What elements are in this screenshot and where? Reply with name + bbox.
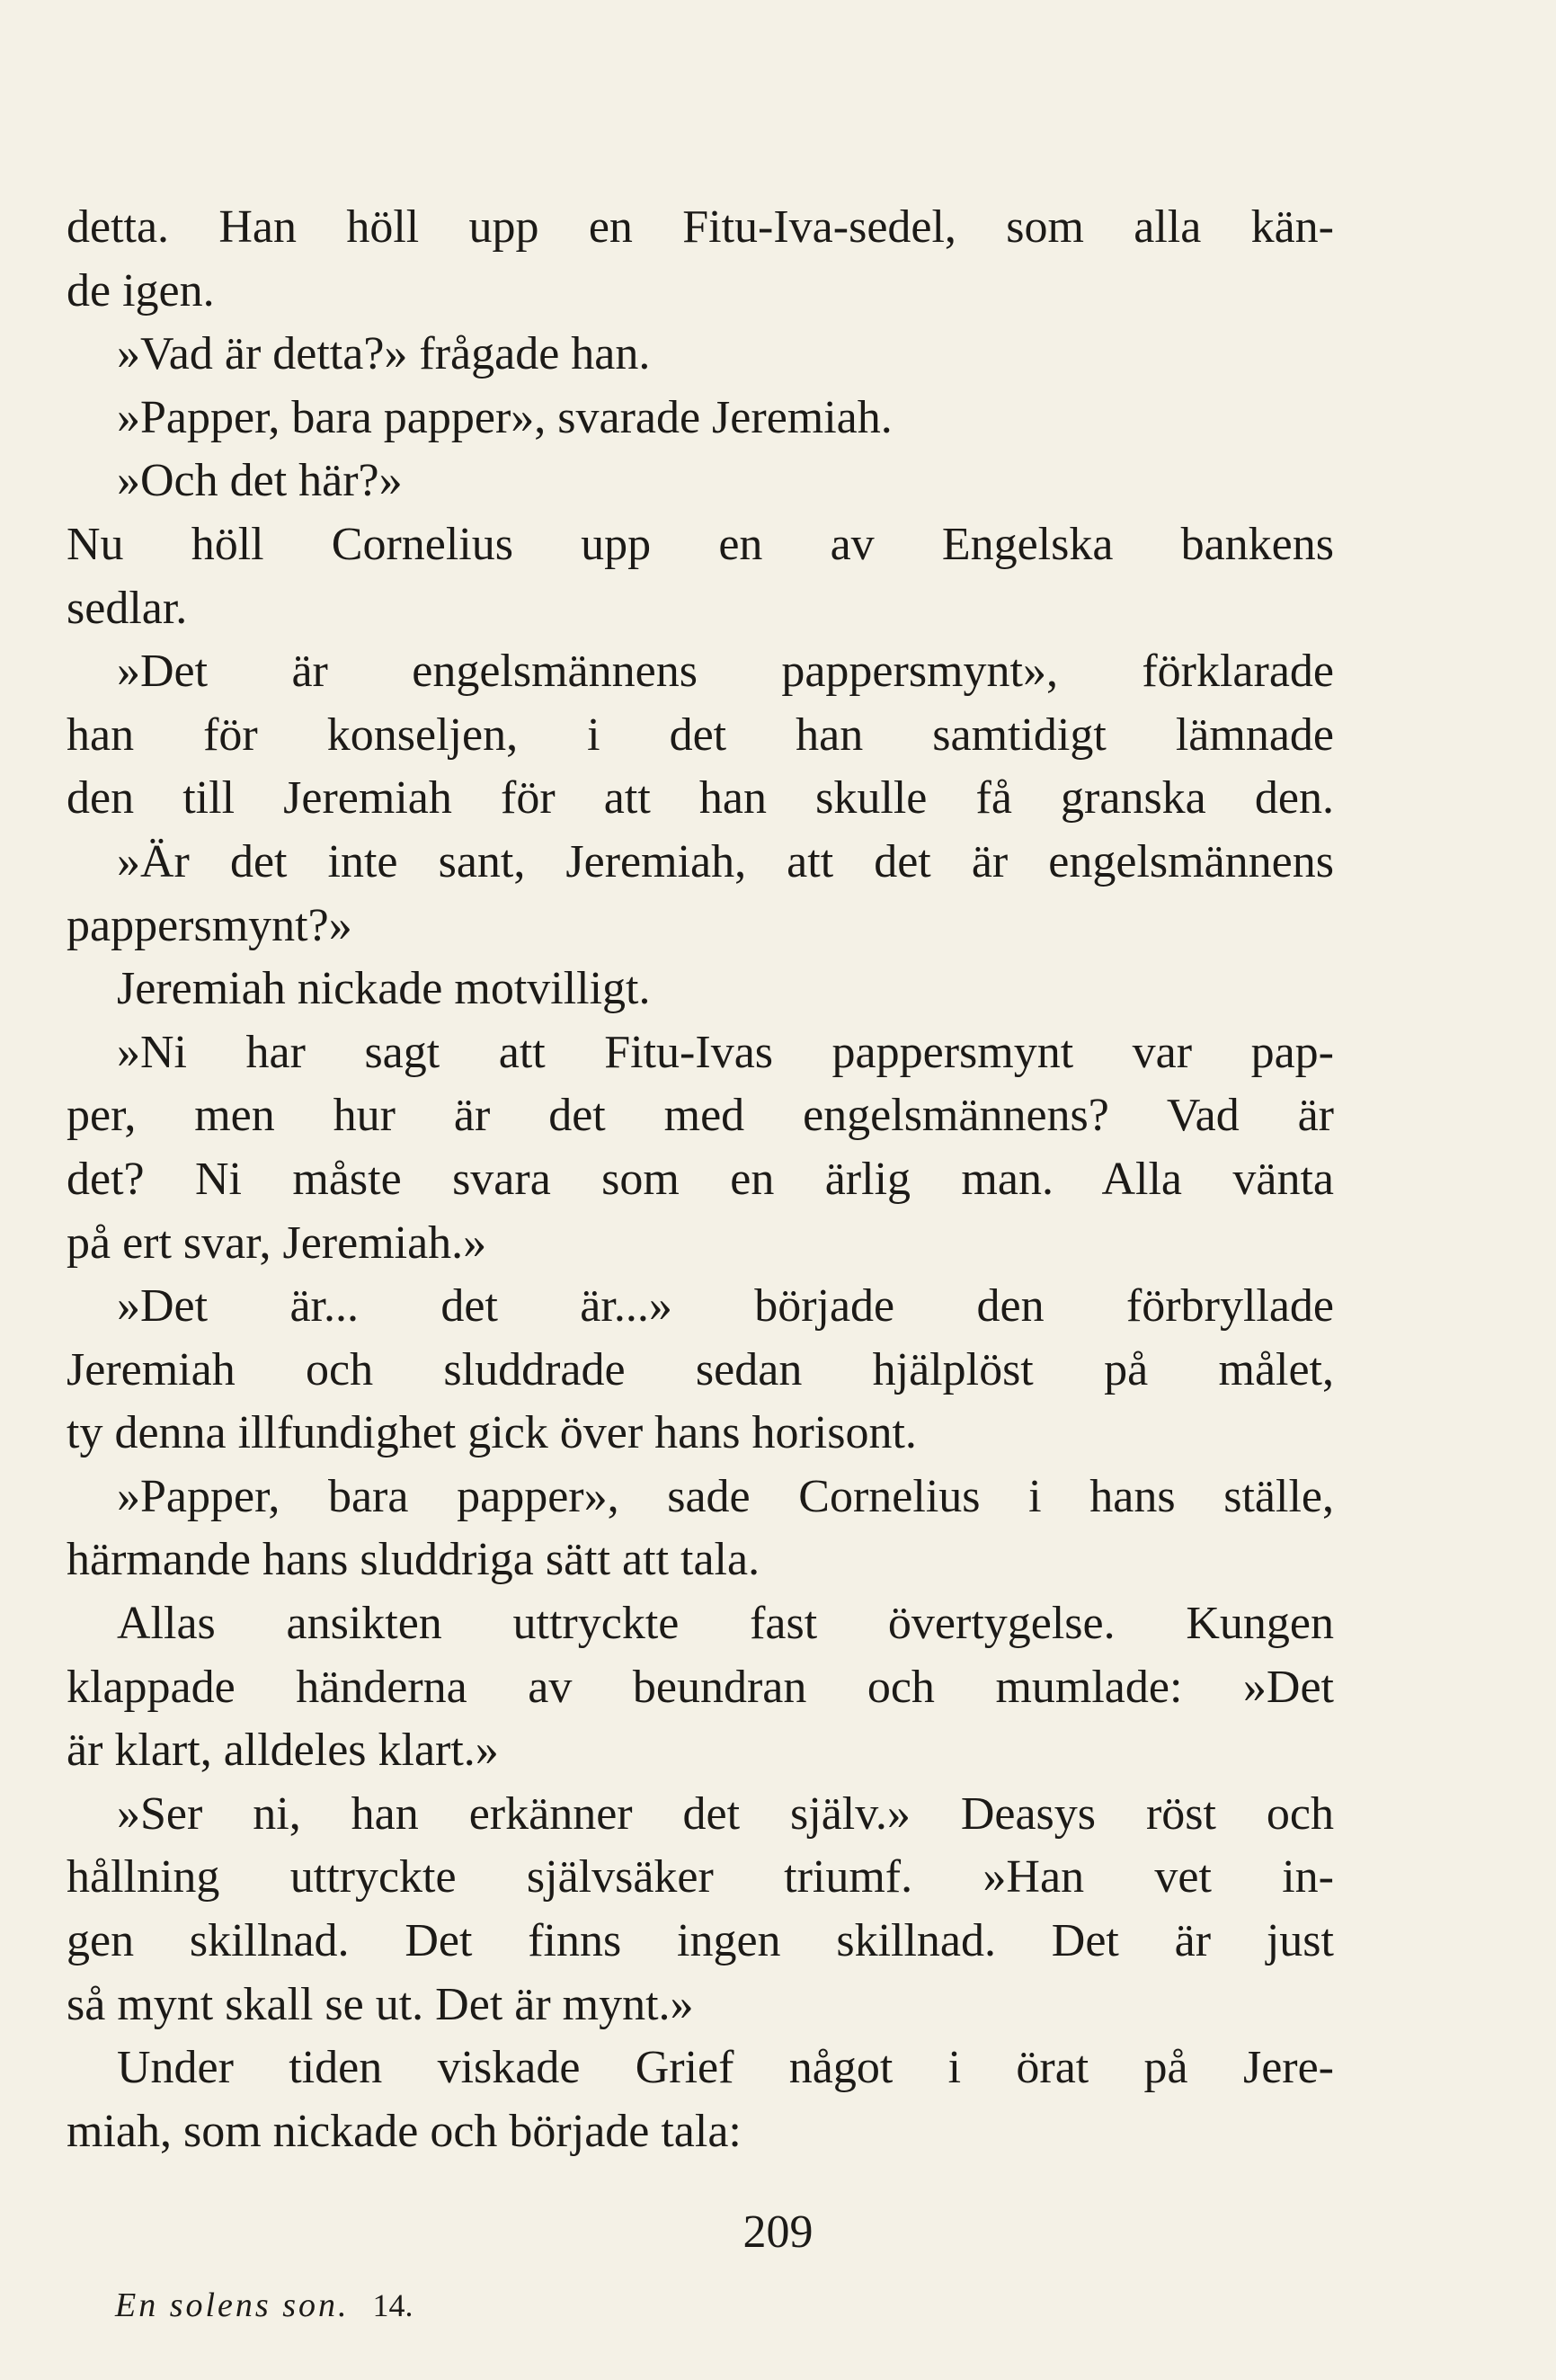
text-line: härmande hans sluddriga sätt att tala. bbox=[67, 1534, 760, 1586]
text-line: »Är det inte sant, Jeremiah, att det är engelsmännens bbox=[117, 835, 1334, 887]
text-line: »Ni har sagt att Fitu-Ivas pappersmynt var pap- bbox=[117, 1026, 1334, 1078]
text-line: gen skillnad. Det finns ingen skillnad. Det är just bbox=[67, 1915, 1334, 1967]
text-line: klappade händerna av beundran och mumlade: »Det bbox=[67, 1661, 1334, 1713]
text-line: så mynt skall se ut. Det är mynt.» bbox=[67, 1978, 694, 2030]
text-line: han för konseljen, i det han samtidigt lämnade bbox=[67, 709, 1334, 761]
text-line: »Papper, bara papper», sade Cornelius i hans ställe, bbox=[117, 1470, 1334, 1522]
text-line: »Det är... det är...» började den förbryllade bbox=[117, 1280, 1334, 1333]
body-text bbox=[67, 196, 1334, 2163]
text-line: »Och det här?» bbox=[117, 455, 403, 507]
text-line: miah, som nickade och började tala: bbox=[67, 2105, 742, 2157]
text-line: den till Jeremiah för att han skulle få granska den. bbox=[67, 772, 1334, 825]
signature-title: En solens son. bbox=[115, 2286, 350, 2324]
text-line: Jeremiah nickade motvilligt. bbox=[117, 963, 651, 1015]
text-line: det? Ni måste svara som en ärlig man. Alla vänta bbox=[67, 1153, 1334, 1205]
text-line: Jeremiah och sluddrade sedan hjälplöst på målet, bbox=[67, 1343, 1334, 1395]
text-line: på ert svar, Jeremiah.» bbox=[67, 1217, 487, 1269]
text-line: »Ser ni, han erkänner det själv.» Deasys röst och bbox=[117, 1787, 1334, 1840]
text-line: är klart, alldeles klart.» bbox=[67, 1725, 499, 1777]
text-line: ty denna illfundighet gick över hans horisont. bbox=[67, 1407, 917, 1459]
text-line: pappersmynt?» bbox=[67, 899, 352, 951]
text-line: »Papper, bara papper», svarade Jeremiah. bbox=[117, 391, 893, 443]
text-line: »Vad är detta?» frågade han. bbox=[117, 328, 651, 380]
printer-signature bbox=[115, 2280, 413, 2331]
text-line: hållning uttryckte självsäker triumf. »Han vet in- bbox=[67, 1851, 1334, 1903]
text-line: sedlar. bbox=[67, 582, 188, 634]
text-line: Nu höll Cornelius upp en av Engelska bankens bbox=[67, 518, 1334, 570]
text-line: Under tiden viskade Grief något i örat på Jere- bbox=[117, 2042, 1334, 2094]
page-number: 209 bbox=[742, 2206, 814, 2258]
text-line: Allas ansikten uttryckte fast övertygelse. Kungen bbox=[117, 1598, 1334, 1650]
text-line: »Det är engelsmännens pappersmynt», förklarade bbox=[117, 646, 1334, 698]
text-line: de igen. bbox=[67, 264, 215, 316]
text-line: detta. Han höll upp en Fitu-Iva-sedel, som alla kän- bbox=[67, 201, 1334, 253]
signature-number: 14. bbox=[372, 2287, 413, 2323]
text-line: per, men hur är det med engelsmännens? Vad är bbox=[67, 1090, 1334, 1142]
